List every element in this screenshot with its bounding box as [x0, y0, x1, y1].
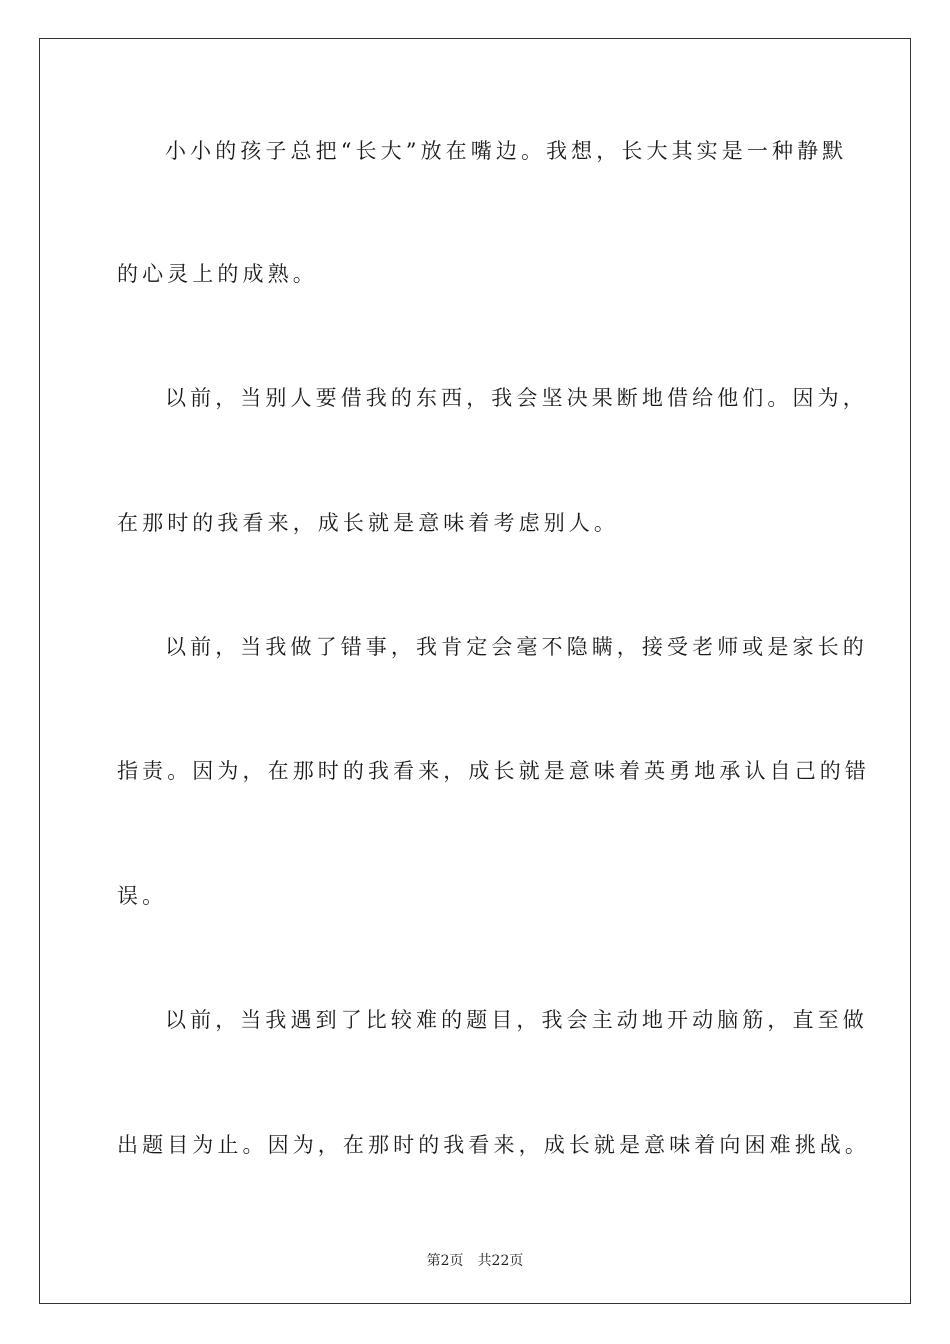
paragraph-3-line-3: 误。 — [117, 884, 168, 908]
page-footer — [0, 1250, 950, 1270]
paragraph-3-line-2: 指责。因为，在那时的我看来，成长就是意味着英勇地承认自己的错 — [117, 759, 870, 783]
paragraph-4-line-2: 出题目为止。因为，在那时的我看来，成长就是意味着向困难挑战。 — [117, 1133, 870, 1157]
paragraph-4-line-1: 以前，当我遇到了比较难的题目，我会主动地开动脑筋，直至做 — [165, 1008, 868, 1032]
paragraph-2-line-2: 在那时的我看来，成长就是意味着考虑别人。 — [117, 511, 619, 535]
total-pages: 共22页 — [477, 1253, 524, 1269]
paragraph-1-line-1: 小小的孩子总把“长大”放在嘴边。我想，长大其实是一种静默 — [165, 139, 848, 163]
paragraph-1-line-2: 的心灵上的成熟。 — [117, 262, 318, 286]
page-number: 第2页 — [426, 1253, 464, 1269]
page-border — [39, 38, 911, 1304]
paragraph-2-line-1: 以前，当别人要借我的东西，我会坚决果断地借给他们。因为， — [165, 386, 868, 410]
paragraph-3-line-1: 以前，当我做了错事，我肯定会毫不隐瞒，接受老师或是家长的 — [165, 635, 868, 659]
